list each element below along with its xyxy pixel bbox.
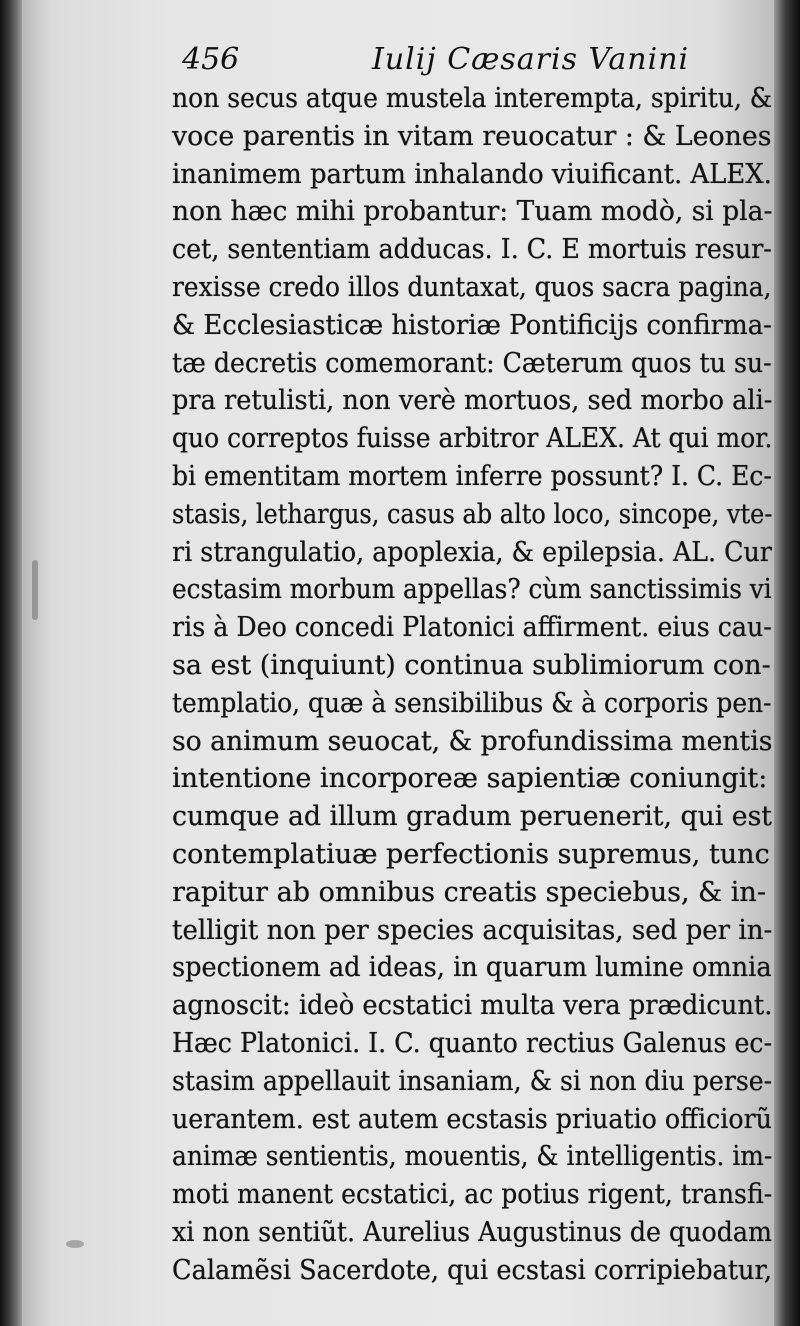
text-line: animæ sentientis, mouentis, & intelligentis. im- <box>172 1141 773 1173</box>
text-line: so animum seuocat, & profundissima mentis <box>172 725 773 757</box>
text-line: stasim appellauit insaniam, & si non diu perse- <box>172 1065 773 1097</box>
text-line: tæ decretis comemorant: Cæterum quos tu su- <box>172 347 772 379</box>
ink-smudge <box>66 1240 84 1248</box>
text-line: contemplatiuæ perfectionis supremus, tunc <box>172 838 770 870</box>
text-line: non secus atque mustela interempta, spiritu, & <box>172 83 773 114</box>
ink-smudge <box>32 560 38 620</box>
text-line: cumque ad illum gradum peruenerit, qui est <box>172 801 773 833</box>
text-line: spectionem ad ideas, in quarum lumine omnia <box>172 952 772 984</box>
page-edge <box>774 0 800 1326</box>
book-gutter <box>0 0 22 1326</box>
text-line: Hæc Platonici. I. C. quanto rectius Galenus ec- <box>172 1027 773 1059</box>
running-head <box>172 38 692 82</box>
text-line: Calamẽsi Sacerdote, qui ecstasi corripiebatur, <box>172 1254 773 1286</box>
body-text <box>172 80 772 1290</box>
text-line: sa est (inquiunt) continua sublimiorum con- <box>172 649 771 681</box>
text-line: quo correptos fuisse arbitror ALEX. At qui mor. <box>172 423 773 455</box>
text-line: rapitur ab omnibus creatis speciebus, & in- <box>172 876 766 908</box>
text-line: templatio, quæ à sensibilibus & à corporis pen- <box>172 687 772 719</box>
text-line: voce parentis in vitam reuocatur : & Leones <box>172 120 772 152</box>
page-number: 456 <box>182 42 240 77</box>
text-line: agnoscit: ideò ecstatici multa vera prædicunt. <box>172 990 773 1022</box>
text-line: ris à Deo concedi Platonici affirment. eius cau- <box>172 612 772 644</box>
text-line: telligit non per species acquisitas, sed per in- <box>172 914 773 946</box>
text-line: ecstasim morbum appellas? cùm sanctissimis vi <box>172 574 772 606</box>
text-line: inanimem partum inhalando viuificant. ALEX. <box>172 158 772 190</box>
text-line: ri strangulatio, apoplexia, & epilepsia. AL. Cur <box>172 536 772 568</box>
text-line: rexisse credo illos duntaxat, quos sacra pagina, <box>172 271 772 303</box>
text-line: non hæc mihi probantur: Tuam modò, si pla- <box>172 196 773 228</box>
text-line: xi non sentiũt. Aurelius Augustinus de quodam <box>172 1216 772 1248</box>
text-line: pra retulisti, non verè mortuos, sed morbo ali- <box>172 385 773 417</box>
text-line: uerantem. est autem ecstasis priuatio officiorũ <box>172 1103 772 1135</box>
text-line: bi ementitam mortem inferre possunt? I. C. Ec- <box>172 460 772 492</box>
text-line: stasis, lethargus, casus ab alto loco, sincope, vte- <box>172 498 773 530</box>
text-line: intentione incorporeæ sapientiæ coniungit: <box>172 763 768 795</box>
text-line: moti manent ecstatici, ac potius rigent, transfi- <box>172 1179 773 1211</box>
text-line: & Ecclesiasticæ historiæ Pontificijs confirma- <box>172 309 772 341</box>
running-title: Iulij Cæsaris Vanini <box>372 42 690 77</box>
text-line: cet, sententiam adducas. I. C. E mortuis resur- <box>172 234 772 266</box>
